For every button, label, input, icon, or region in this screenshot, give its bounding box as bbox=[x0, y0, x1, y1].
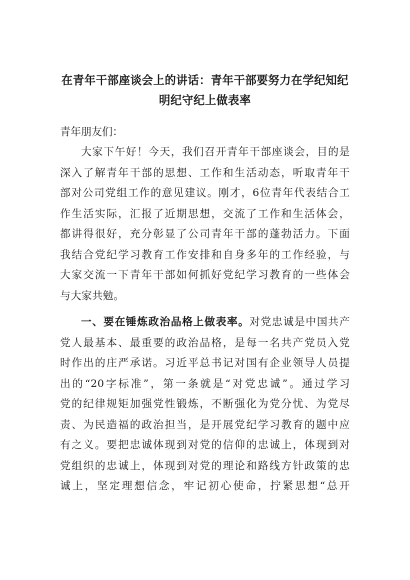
paragraph-line: 责、为民造福的政治担当，是开展党纪学习教育的题中应 bbox=[60, 418, 350, 431]
title-line-2: 明纪守纪上做表率 bbox=[159, 93, 251, 107]
paragraph-section-one bbox=[60, 312, 350, 497]
paragraph-line: 大家下午好！今天，我们召开青年干部座谈会，目的是 bbox=[81, 146, 350, 158]
document-page bbox=[60, 70, 350, 497]
title-line-1: 在青年干部座谈会上的讲话：青年干部要努力在学纪知纪 bbox=[61, 73, 349, 87]
paragraph-line: 我结合党纪学习教育工作安排和自身多年的工作经验，与 bbox=[60, 248, 350, 261]
paragraph-line: 党的纪律规矩加强党性锻炼，不断强化为党分忧、为党尽 bbox=[60, 398, 350, 410]
section-heading: 一、要在锤炼政治品格上做表率。 bbox=[81, 316, 250, 328]
paragraph-line: 有之义。要把忠诚体现到对党的信仰的忠诚上，体现到对 bbox=[60, 439, 350, 451]
paragraph-line: 党组织的忠诚上，体现到对党的理论和路线方针政策的忠 bbox=[60, 459, 350, 472]
paragraph-line: 作生活实际，汇报了近期思想，交流了工作和生活体会， bbox=[60, 207, 350, 220]
document-title bbox=[60, 70, 350, 110]
paragraph-first-line bbox=[60, 312, 350, 333]
paragraph-line: 与大家共勉。 bbox=[60, 289, 125, 302]
paragraph-opening bbox=[60, 142, 350, 306]
salutation: 青年朋友们： bbox=[60, 126, 123, 138]
paragraph-line: 党人最基本、最重要的政治品格，是每一名共产党员入党 bbox=[60, 336, 350, 349]
paragraph-line: 都讲得很好，充分彰显了公司青年干部的蓬勃活力。下面 bbox=[60, 228, 350, 240]
paragraph-line-rest: 对党忠诚是中国共产 bbox=[249, 316, 350, 328]
paragraph-line: 出的“20字标准”，第一条就是“对党忠诚”。通过学习 bbox=[60, 377, 350, 390]
paragraph-line: 大家交流一下青年干部如何抓好党纪学习教育的一些体会 bbox=[60, 269, 350, 281]
paragraph-line: 深入了解青年干部的思想、工作和生活动态，听取青年干 bbox=[60, 166, 350, 179]
paragraph-line: 诚上，坚定理想信念，牢记初心使命，拧紧思想“总开 bbox=[60, 480, 350, 492]
paragraph-line: 时作出的庄严承诺。习近平总书记对国有企业领导人员提 bbox=[60, 357, 350, 369]
paragraph-line: 部对公司党组工作的意见建议。刚才，6位青年代表结合工 bbox=[60, 187, 350, 199]
